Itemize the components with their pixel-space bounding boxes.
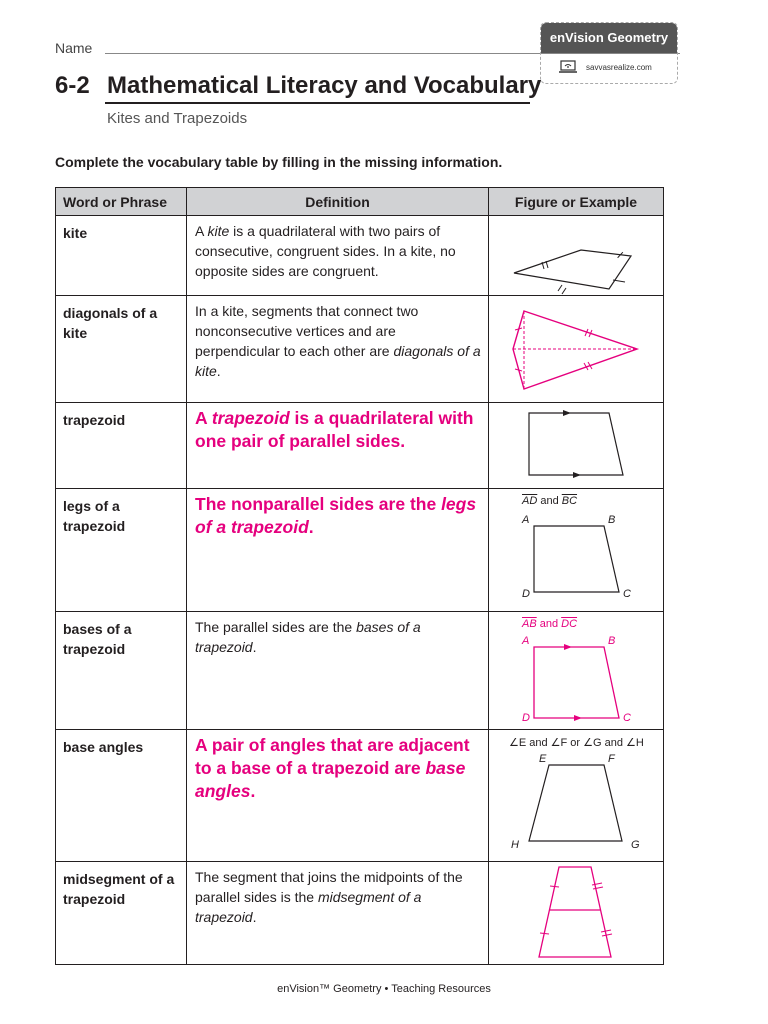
figure-cell: [489, 489, 664, 612]
laptop-icon: [558, 60, 578, 74]
word-cell: legs of a trapezoid: [56, 489, 187, 612]
column-header-definition: Definition: [187, 188, 489, 216]
figure-caption: $\overline{AD}$ and $\overline{BC}$: [522, 495, 578, 507]
definition-cell: [187, 730, 489, 862]
definition-term: legs of a trapezoid: [195, 494, 477, 537]
trapezoid-figure: [489, 403, 664, 489]
vertex-label: C: [623, 712, 631, 724]
table-row: [56, 730, 664, 862]
definition-text: The parallel sides are the: [195, 619, 357, 635]
figure-cell: [489, 862, 664, 965]
definition-term: base angles: [195, 758, 466, 801]
column-header-figure: Figure or Example: [489, 188, 664, 216]
vertex-label: D: [522, 588, 530, 600]
column-header-word: Word or Phrase: [56, 188, 187, 216]
definition-cell: [187, 489, 489, 612]
definition-text: .: [250, 781, 256, 801]
instructions: Complete the vocabulary table by filling in the missing information.: [55, 154, 503, 170]
word-cell: kite: [56, 216, 187, 296]
definition-text: A pair of angles that are adjacent to a base of a trapezoid are: [195, 735, 470, 778]
figure-caption: $\overline{AB}$ and $\overline{DC}$: [522, 618, 578, 630]
table-row: [56, 862, 664, 965]
vertex-label: C: [623, 588, 631, 600]
definition-text: The segment that joins the midpoints of the parallel sides is the: [195, 869, 463, 905]
definition-text: .: [252, 639, 257, 655]
word-cell: midsegment of a trapezoid: [56, 862, 187, 965]
definition-cell: [187, 216, 489, 296]
vertex-label: B: [608, 635, 616, 647]
vertex-label: A: [522, 514, 530, 526]
figure-cell: [489, 216, 664, 296]
vertex-label: D: [522, 712, 530, 724]
table-row: [56, 612, 664, 730]
definition-term: midsegment of a trapezoid: [195, 889, 422, 925]
figure-cell: [489, 296, 664, 403]
definition-text: .: [252, 909, 257, 925]
brand-url: savvasrealize.com: [586, 63, 652, 72]
vocabulary-table: [55, 187, 664, 965]
definition-term: kite: [207, 223, 230, 239]
vertex-label: F: [608, 753, 615, 765]
brand-box: [540, 22, 678, 84]
title-rule: [105, 102, 530, 104]
page-title: Mathematical Literacy and Vocabulary: [107, 72, 542, 99]
vertex-label: G: [631, 839, 640, 851]
definition-text: .: [308, 517, 314, 537]
word-cell: bases of a trapezoid: [56, 612, 187, 730]
vertex-label: E: [539, 753, 547, 765]
definition-text: is a quadrilateral with two pairs of consecutive, congruent sides. In a kite, no opposite sides are congruent.: [195, 223, 456, 279]
brand-logo: enVision Geometry: [541, 23, 677, 53]
figure-cell: [489, 403, 664, 489]
definition-text: The nonparallel sides are the: [195, 494, 442, 514]
kite-figure: [489, 216, 664, 296]
definition-term: bases of a trapezoid: [195, 619, 421, 655]
table-row: [56, 296, 664, 403]
definition-cell: [187, 612, 489, 730]
definition-cell: [187, 862, 489, 965]
definition-cell: [187, 296, 489, 403]
midsegment-figure: [489, 862, 664, 965]
table-header-row: [56, 188, 664, 216]
kite-diagonals-figure: [489, 296, 664, 403]
figure-caption: ∠E and ∠F or ∠G and ∠H: [509, 737, 644, 749]
definition-text: A: [195, 408, 212, 428]
definition-text: is a quadrilateral with one pair of parallel sides.: [195, 408, 474, 451]
trapezoid-legs-figure: [489, 489, 664, 612]
table-row: [56, 489, 664, 612]
vertex-label: A: [522, 635, 530, 647]
name-label: Name: [55, 40, 93, 56]
table-row: [56, 216, 664, 296]
trapezoid-bases-figure: [489, 612, 664, 730]
table-row: [56, 403, 664, 489]
vertex-label: H: [511, 839, 519, 851]
definition-text: .: [216, 363, 221, 379]
lesson-number: 6-2: [55, 72, 90, 99]
figure-cell: [489, 612, 664, 730]
page-footer: enVision™ Geometry • Teaching Resources: [277, 983, 491, 995]
definition-term: diagonals of a kite: [195, 343, 481, 379]
word-cell: base angles: [56, 730, 187, 862]
definition-text: A: [195, 223, 208, 239]
definition-cell: [187, 403, 489, 489]
figure-cell: [489, 730, 664, 862]
word-cell: diagonals of a kite: [56, 296, 187, 403]
definition-term: trapezoid: [211, 408, 290, 428]
vertex-label: B: [608, 514, 616, 526]
definition-text: In a kite, segments that connect two nonconsecutive vertices and are perpendicular to each other are: [195, 303, 419, 359]
word-cell: trapezoid: [56, 403, 187, 489]
page-subtitle: Kites and Trapezoids: [107, 110, 248, 127]
